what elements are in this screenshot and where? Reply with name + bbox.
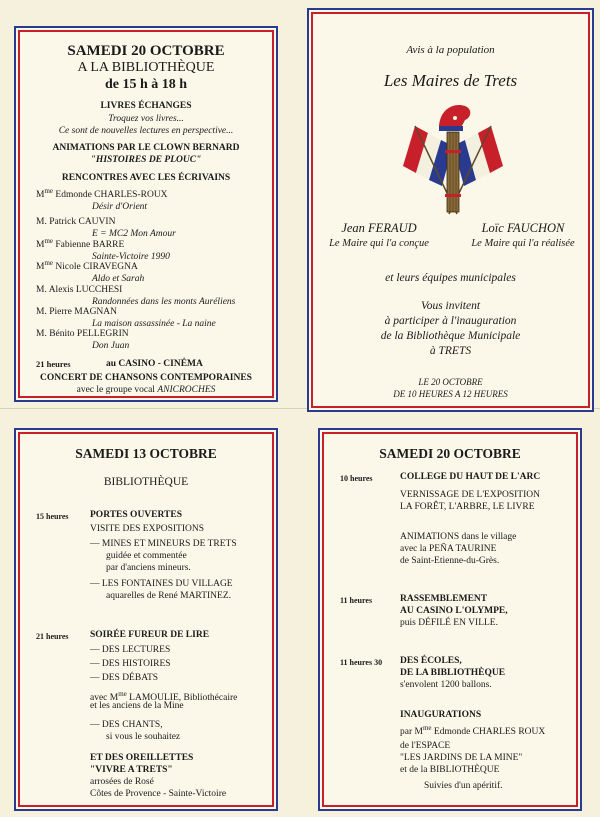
program-line: par $M^{me}$ Edmonde CHARLES ROUX xyxy=(400,724,546,738)
time-label: 11 heures xyxy=(340,596,373,605)
program-line: — DES CHANTS, xyxy=(90,720,163,730)
event-datetime: LE 20 OCTOBRE DE 10 HEURES A 12 HEURES xyxy=(393,377,508,399)
program-line: — DES DÉBATS xyxy=(90,673,159,683)
writer-entry: M. Bénito PELLEGRIN Don Juan xyxy=(36,329,130,351)
program-line: — LES FONTAINES DU VILLAGE xyxy=(90,579,233,589)
swap-line: Troquez vos livres... xyxy=(108,114,184,124)
mayor2-role: Le Maire qui l'a réalisée xyxy=(471,238,575,249)
program-line: — DES HISTOIRES xyxy=(90,659,171,669)
program-panel-oct20-inauguration xyxy=(322,432,578,807)
mayor1-role: Le Maire qui l'a conçue xyxy=(329,238,429,249)
writer-entry: $M^{me}$ Edmonde CHARLES-ROUX Désir d'Orient xyxy=(36,187,168,212)
section-title: PORTES OUVERTES xyxy=(90,510,182,520)
right-flag xyxy=(453,126,503,186)
concert-group: avec le groupe vocal ANICROCHES xyxy=(76,385,216,395)
swap-line: Ce sont de nouvelles lectures en perspective... xyxy=(58,126,234,136)
evening-time: 21 heures xyxy=(36,359,71,369)
section-title: AU CASINO L'OLYMPE, xyxy=(400,606,508,616)
program-line: avec $M^{me}$ LAMOULIE, Bibliothécaire xyxy=(90,690,238,704)
section-title: SOIRÉE FUREUR DE LIRE xyxy=(90,630,210,640)
writer-entry: M. Pierre MAGNAN La maison assassinée - La naine xyxy=(36,307,216,329)
writer-entry: $M^{me}$ Nicole CIRAVEGNA Aldo et Sarah xyxy=(36,259,145,284)
left-flag xyxy=(403,126,453,186)
writer-entry: $M^{me}$ Fabienne BARRE Sainte-Victoire 1990 xyxy=(36,237,170,262)
panel-venue: A LA BIBLIOTHÈQUE xyxy=(77,60,215,75)
concert-title: CONCERT DE CHANSONS CONTEMPORAINES xyxy=(40,373,252,383)
mayor1-name: Jean FERAUD xyxy=(341,221,417,235)
section-title: COLLEGE DU HAUT DE L'ARC xyxy=(400,472,541,482)
program-line: s'envolent 1200 ballons. xyxy=(400,680,492,690)
panel-date: SAMEDI 13 OCTOBRE xyxy=(75,446,217,461)
teams-text: et leurs équipes municipales xyxy=(385,272,516,284)
time-label: 21 heures xyxy=(36,632,69,641)
section-title: RASSEMBLEMENT xyxy=(400,594,488,604)
program-line: — DES LECTURES xyxy=(90,645,171,655)
program-line: avec la PEÑA TAURINE xyxy=(400,544,497,554)
program-line: de Saint-Etienne-du-Grès. xyxy=(400,556,500,566)
program-line: arrosées de Rosé xyxy=(90,777,154,787)
cover-title: Les Maires de Trets xyxy=(383,71,518,90)
notice-text: Avis à la population xyxy=(406,44,495,56)
program-line: puis DÉFILÉ EN VILLE. xyxy=(400,618,498,628)
mayor2-name: Loïc FAUCHON xyxy=(481,221,565,235)
program-line: "LES JARDINS DE LA MINE" xyxy=(400,753,523,763)
section-title: ET DES OREILLETTES xyxy=(90,753,194,763)
time-label: 15 heures xyxy=(36,512,69,521)
writer-entry: M. Alexis LUCCHESI Randonnées dans les monts Auréliens xyxy=(36,285,236,307)
program-line: VISITE DES EXPOSITIONS xyxy=(90,524,204,534)
program-panel-oct13 xyxy=(18,432,274,807)
animation-show: "HISTOIRES DE PLOUC" xyxy=(90,155,202,165)
panel-venue: BIBLIOTHÈQUE xyxy=(103,476,189,488)
program-line: si vous le souhaitez xyxy=(106,732,181,742)
program-line: de l'ESPACE xyxy=(400,741,451,751)
panel-date: SAMEDI 20 OCTOBRE xyxy=(67,43,225,59)
fold-line xyxy=(0,408,600,409)
program-line: et les anciens de la Mine xyxy=(90,701,184,711)
program-line: ANIMATIONS dans le village xyxy=(400,532,517,542)
invitation-cover-panel xyxy=(311,12,590,408)
panel-hours: de 15 h à 18 h xyxy=(104,77,188,92)
meet-title: RENCONTRES AVEC LES ÉCRIVAINS xyxy=(61,173,231,183)
program-panel-oct20-library xyxy=(18,30,274,398)
time-label: 10 heures xyxy=(340,474,373,483)
program-line: VERNISSAGE DE L'EXPOSITION xyxy=(400,490,540,500)
time-label: 11 heures 30 xyxy=(340,658,383,667)
program-line: LA FORÊT, L'ARBRE, LE LIVRE xyxy=(400,502,535,512)
evening-venue: au CASINO - CINÉMA xyxy=(106,359,203,369)
section-title: "VIVRE A TRETS" xyxy=(90,765,173,775)
section-title: INAUGURATIONS xyxy=(400,710,482,720)
program-line: aquarelles de René MARTINEZ. xyxy=(106,591,231,601)
panel-date: SAMEDI 20 OCTOBRE xyxy=(379,446,521,461)
program-line: guidée et commentée xyxy=(106,551,187,561)
program-line: Côtes de Provence - Sainte-Victoire xyxy=(90,789,227,799)
crossed-flags-emblem xyxy=(395,98,511,216)
section-title: DES ÉCOLES, xyxy=(400,656,462,666)
swap-title: LIVRES ÉCHANGES xyxy=(100,101,192,111)
program-line: et de la BIBLIOTHÈQUE xyxy=(400,765,500,775)
animation-title: ANIMATIONS PAR LE CLOWN BERNARD xyxy=(52,143,240,153)
program-line: — MINES ET MINEURS DE TRETS xyxy=(90,539,237,549)
invitation-text: Vous invitent à participer à l'inauguration de la Bibliothèque Municipale à TRETS xyxy=(380,300,521,357)
writer-entry: M. Patrick CAUVIN E = MC2 Mon Amour xyxy=(36,217,176,239)
section-title: DE LA BIBLIOTHÈQUE xyxy=(400,668,506,678)
program-line: par d'anciens mineurs. xyxy=(106,563,191,573)
program-line: Suivies d'un apéritif. xyxy=(424,781,503,791)
